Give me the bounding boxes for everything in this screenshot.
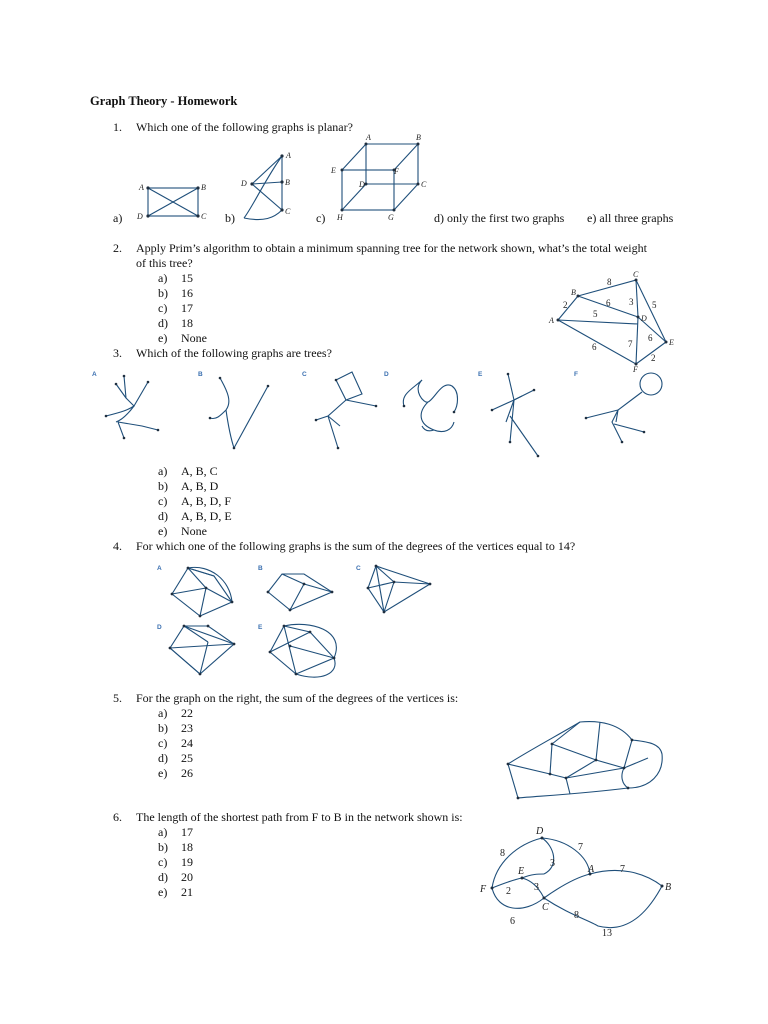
q6-option-a-letter: a) <box>158 825 168 839</box>
q1b-label-c: C <box>285 207 291 216</box>
q2-label-d: D <box>641 314 647 323</box>
q5-option-e-value: 26 <box>181 766 193 780</box>
q2-option-b-letter: b) <box>158 286 168 300</box>
q3-text: Which of the following graphs are trees? <box>136 346 332 360</box>
q6-weight-ab: 7 <box>620 864 625 875</box>
q3-graph-c <box>315 372 378 449</box>
q3-graph-f <box>585 373 662 443</box>
q2-weight-fe: 2 <box>651 353 656 363</box>
q6-number: 6. <box>113 810 122 824</box>
q1-number: 1. <box>113 120 122 134</box>
q3-option-d-value: A, B, D, E <box>181 509 232 523</box>
q3-label-a: A <box>92 371 97 378</box>
q4-label-a: A <box>157 565 162 572</box>
q5-option-a-letter: a) <box>158 706 168 720</box>
q4-graph-e <box>269 624 337 677</box>
q4-label-e: E <box>258 624 263 631</box>
q2-weight-bd: 6 <box>606 298 611 308</box>
q3-label-f: F <box>574 371 578 378</box>
q3-option-a-letter: a) <box>158 464 168 478</box>
q2-number: 2. <box>113 241 122 255</box>
q2-label-f: F <box>633 365 638 374</box>
q3-option-d-letter: d) <box>158 509 168 523</box>
q3-label-b: B <box>198 371 203 378</box>
q1c-label-h: H <box>337 213 343 222</box>
q1c-label-c: C <box>421 180 427 189</box>
q2-label-b: B <box>571 288 576 297</box>
q3-graph-e <box>491 373 540 458</box>
q6-option-d-value: 20 <box>181 870 193 884</box>
q1-graph-a <box>130 178 210 228</box>
q3-option-b-value: A, B, D <box>181 479 219 493</box>
q6-option-a-value: 17 <box>181 825 193 839</box>
q3-label-e: E <box>478 371 483 378</box>
q4-graph-d <box>169 625 236 676</box>
q4-label-b: B <box>258 565 263 572</box>
q5-option-c-value: 24 <box>181 736 193 750</box>
q2-network <box>548 270 688 372</box>
q6-text: The length of the shortest path from F to B in the network shown is: <box>136 810 463 824</box>
q3-number: 3. <box>113 346 122 360</box>
q1-option-a: a) <box>113 211 123 225</box>
q5-graph <box>500 714 670 806</box>
q1a-label-a: A <box>139 183 144 192</box>
q1c-label-d: D <box>359 180 365 189</box>
q6-label-d: D <box>536 826 544 837</box>
q5-option-b-letter: b) <box>158 721 168 735</box>
q2-weight-cd: 3 <box>629 297 634 307</box>
q2-label-c: C <box>633 270 639 279</box>
q2-weight-df: 7 <box>628 339 633 349</box>
q1c-label-e: E <box>331 166 336 175</box>
q6-label-f: F <box>480 884 487 895</box>
q1a-label-c: C <box>201 212 207 221</box>
q3-option-c-letter: c) <box>158 494 168 508</box>
q6-weight-ca: 8 <box>574 910 579 921</box>
q1c-label-g: G <box>388 213 394 222</box>
q2-option-d-letter: d) <box>158 316 168 330</box>
q5-option-a-value: 22 <box>181 706 193 720</box>
q2-weight-de: 6 <box>648 333 653 343</box>
q4-graphs <box>150 560 450 684</box>
q2-option-b-value: 16 <box>181 286 193 300</box>
q6-weight-de: 3 <box>550 858 555 869</box>
q5-number: 5. <box>113 691 122 705</box>
q2-text-line1: Apply Prim’s algorithm to obtain a minimum spanning tree for the network shown, what’s the total weight <box>136 241 647 255</box>
q3-graph-b <box>209 377 270 450</box>
q4-number: 4. <box>113 539 122 553</box>
q4-graph-a <box>171 567 234 618</box>
q2-option-e-value: None <box>181 331 207 345</box>
q2-option-d-value: 18 <box>181 316 193 330</box>
q2-weight-af: 6 <box>592 342 597 352</box>
q1-option-c: c) <box>316 211 326 225</box>
q2-label-e: E <box>669 338 674 347</box>
q6-weight-fc: 6 <box>510 916 515 927</box>
q6-option-d-letter: d) <box>158 870 168 884</box>
q1-option-d: d) only the first two graphs <box>434 211 565 225</box>
q1b-label-a: A <box>286 151 291 160</box>
q1c-label-b: B <box>416 133 421 142</box>
q1a-label-b: B <box>201 183 206 192</box>
q2-option-a-value: 15 <box>181 271 193 285</box>
q2-weight-ce: 5 <box>652 300 657 310</box>
q3-label-d: D <box>384 371 389 378</box>
q3-option-e-letter: e) <box>158 524 168 538</box>
page-title: Graph Theory - Homework <box>90 94 238 108</box>
q5-text: For the graph on the right, the sum of the degrees of the vertices is: <box>136 691 459 705</box>
q4-label-d: D <box>157 624 162 631</box>
q2-option-c-value: 17 <box>181 301 193 315</box>
q6-option-b-letter: b) <box>158 840 168 854</box>
q6-weight-da: 7 <box>578 842 583 853</box>
q2-weight-ad: 5 <box>593 309 598 319</box>
q3-graph-d <box>403 380 458 432</box>
q1-option-e: e) all three graphs <box>587 211 674 225</box>
q6-option-b-value: 18 <box>181 840 193 854</box>
q1-graph-b <box>236 148 306 226</box>
q6-weight-fd: 8 <box>500 848 505 859</box>
q2-option-c-letter: c) <box>158 301 168 315</box>
q6-option-e-letter: e) <box>158 885 168 899</box>
q1b-label-d: D <box>241 179 247 188</box>
q6-option-c-letter: c) <box>158 855 168 869</box>
q3-option-a-value: A, B, C <box>181 464 218 478</box>
q5-option-d-value: 25 <box>181 751 193 765</box>
q1a-label-d: D <box>137 212 143 221</box>
q6-network <box>478 822 678 942</box>
q6-weight-fe: 2 <box>506 886 511 897</box>
q2-weight-bc: 8 <box>607 277 612 287</box>
q6-label-e: E <box>518 866 525 877</box>
q5-option-e-letter: e) <box>158 766 168 780</box>
q4-graph-c <box>367 565 432 614</box>
q4-label-c: C <box>356 565 361 572</box>
q2-option-a-letter: a) <box>158 271 168 285</box>
q6-label-b: B <box>665 882 672 893</box>
q4-graph-b <box>267 574 334 611</box>
q3-label-c: C <box>302 371 307 378</box>
q6-option-e-value: 21 <box>181 885 193 899</box>
q3-option-b-letter: b) <box>158 479 168 493</box>
q1c-label-a: A <box>366 133 371 142</box>
q2-option-e-letter: e) <box>158 331 168 345</box>
q3-option-e-value: None <box>181 524 207 538</box>
q6-weight-ec: 3 <box>534 882 539 893</box>
q2-weight-ab: 2 <box>563 300 568 310</box>
q1-text: Which one of the following graphs is planar? <box>136 120 353 134</box>
q1b-label-b: B <box>285 178 290 187</box>
q3-graph-a <box>105 375 160 440</box>
q2-label-a: A <box>549 316 554 325</box>
q6-label-c: C <box>542 902 549 913</box>
q1c-label-f: F <box>394 167 399 176</box>
q4-text: For which one of the following graphs is the sum of the degrees of the vertices equal to 14? <box>136 539 576 553</box>
q2-text-line2: of this tree? <box>136 256 193 270</box>
q5-option-c-letter: c) <box>158 736 168 750</box>
q1-graph-c <box>326 130 436 225</box>
q3-option-c-value: A, B, D, F <box>181 494 232 508</box>
q5-option-d-letter: d) <box>158 751 168 765</box>
q6-weight-cb: 13 <box>602 928 612 939</box>
q6-label-a: A <box>588 864 595 875</box>
q1-option-b: b) <box>225 211 235 225</box>
q5-option-b-value: 23 <box>181 721 193 735</box>
q6-option-c-value: 19 <box>181 855 193 869</box>
q3-graphs <box>88 366 688 466</box>
